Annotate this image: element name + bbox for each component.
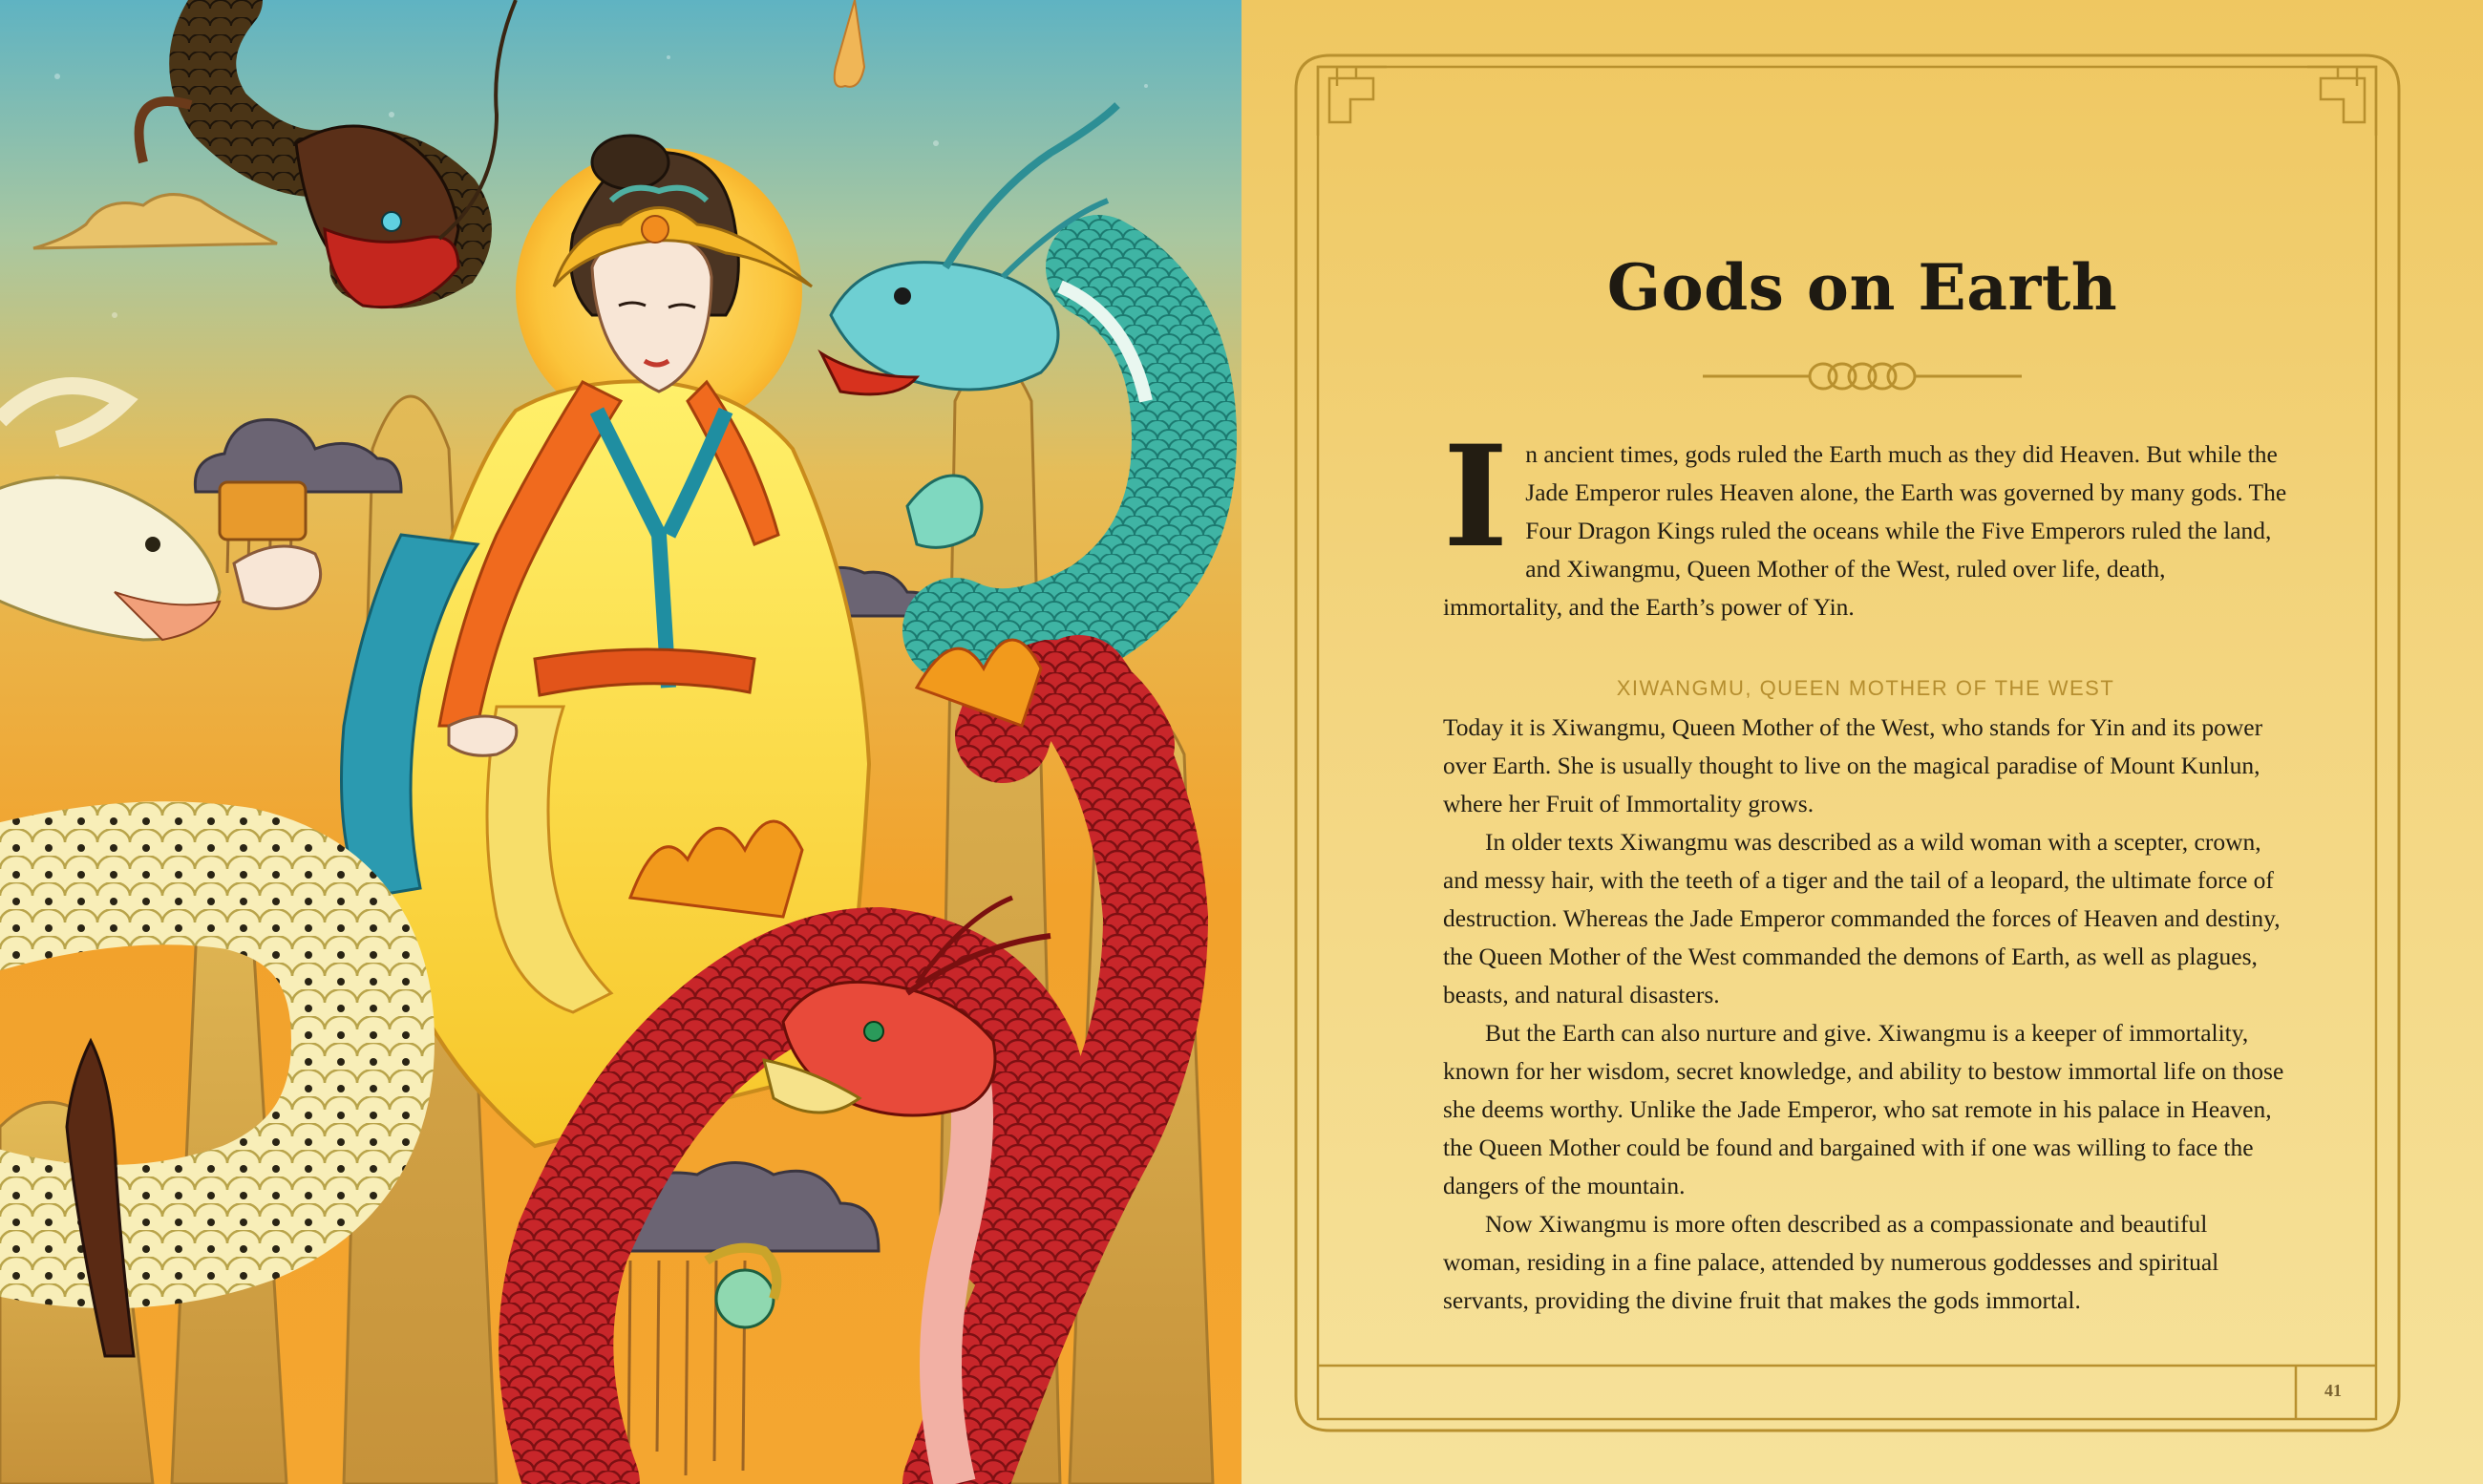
section-heading: XIWANGMU, QUEEN MOTHER OF THE WEST <box>1616 676 2115 700</box>
page-title: Gods on Earth <box>1606 250 2118 325</box>
intro-text: n ancient times, gods ruled the Earth much as they did Heaven. But while the Jade Emperor rules Heaven alone, the Earth was governed by many gods. The Four Dragon Kings ruled the oceans while the Five Emperors ruled the land, and Xiwangmu, Queen Mother of the West, ruled over life, death, immortality, and the Earth’s power of Yin. <box>1443 440 2287 621</box>
title-divider-ornament-icon <box>1703 357 2022 395</box>
body-text <box>1443 415 2288 1320</box>
page-number: 41 <box>2324 1381 2342 1400</box>
section-paragraph: In older texts Xiwangmu was described as a wild woman with a scepter, crown, and messy hair, with the teeth of a tiger and the tail of a leopard, the ultimate force of destruction. Whereas the Jade Emperor commanded the forces of Heaven and destiny, the Queen Mother of the West commanded the demons of Earth, as well as plagues, beasts, and natural disasters. <box>1443 828 2281 1008</box>
section-paragraph: But the Earth can also nurture and give. Xiwangmu is a keeper of immortality, known for her wisdom, secret knowledge, and ability to bestow immortal life on those she deems worthy. Unlike the Jade Emperor, who sat remote in his palace in Heaven, the Queen Mother could be found and bargained with if one was willing to face the dangers of the mountain. <box>1443 1019 2284 1199</box>
intro-paragraph <box>1443 415 2288 626</box>
corner-ornament-icon <box>1318 67 2376 136</box>
section-paragraph: Today it is Xiwangmu, Queen Mother of the West, who stands for Yin and its power over Earth. She is usually thought to live on the magical paradise of Mount Kunlun, where her Fruit of Immortality grows. <box>1443 713 2263 817</box>
drop-cap: I <box>1443 415 1509 579</box>
section-paragraph: Now Xiwangmu is more often described as a compassionate and beautiful woman, residing in a fine palace, attended by numerous goddesses and spiritual servants, providing the divine fruit that makes the gods immortal. <box>1443 1210 2219 1314</box>
